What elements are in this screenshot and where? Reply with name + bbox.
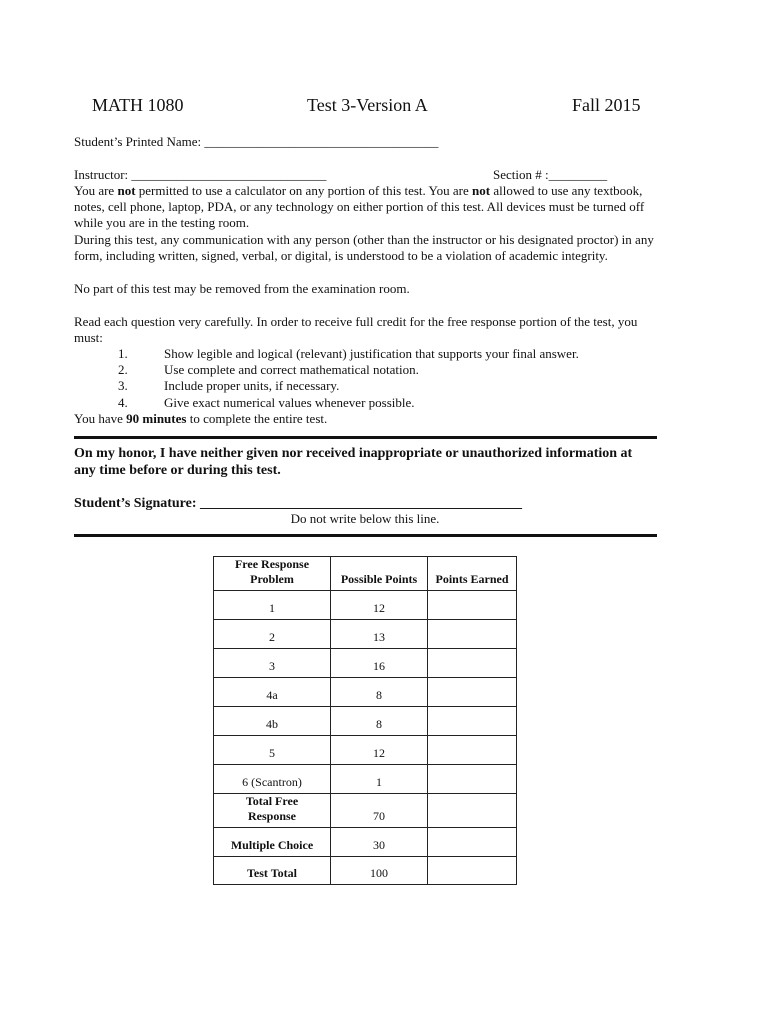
do-not-write-notice: Do not write below this line. bbox=[290, 511, 440, 526]
time-limit-prefix: You have bbox=[74, 411, 127, 426]
list-item-number: 1. bbox=[118, 346, 128, 361]
problem-cell: 2 bbox=[214, 620, 331, 649]
problem-cell: 4b bbox=[214, 707, 331, 736]
table-row bbox=[214, 620, 517, 649]
time-limit-minutes: 90 minutes bbox=[126, 411, 187, 426]
multiple-choice-points: 30 bbox=[331, 828, 428, 857]
table-row bbox=[214, 707, 517, 736]
header-problem-line1: Free Response bbox=[234, 557, 310, 571]
table-row bbox=[214, 678, 517, 707]
problem-cell: 1 bbox=[214, 591, 331, 620]
table-row bbox=[214, 649, 517, 678]
not-emphasis: not bbox=[117, 183, 136, 198]
possible-points-cell: 13 bbox=[331, 620, 428, 649]
possible-points-cell: 8 bbox=[331, 707, 428, 736]
score-table bbox=[213, 556, 517, 885]
list-item-text: Use complete and correct mathematical notation. bbox=[164, 362, 419, 378]
list-item bbox=[0, 395, 770, 411]
removal-rule: No part of this test may be removed from the examination room. bbox=[74, 281, 410, 296]
possible-points-cell: 12 bbox=[331, 736, 428, 765]
table-row bbox=[214, 736, 517, 765]
communication-rule: During this test, any communication with any person (other than the instructor or his designated proctor) in any form, including written, signed, verbal, or digital, is understood to be a violation of academic integrity. bbox=[74, 232, 654, 264]
total-free-response-points: 70 bbox=[331, 794, 428, 828]
list-item bbox=[0, 378, 770, 394]
list-item bbox=[0, 362, 770, 378]
total-free-response-label bbox=[214, 794, 331, 828]
problem-cell: 3 bbox=[214, 649, 331, 678]
header-problem-line2: Problem bbox=[250, 572, 294, 586]
calculator-rule bbox=[74, 183, 656, 232]
points-earned-cell[interactable] bbox=[428, 857, 517, 885]
bottom-divider bbox=[74, 534, 657, 537]
possible-points-cell: 16 bbox=[331, 649, 428, 678]
total-free-response-row bbox=[214, 794, 517, 828]
instructions-intro: Read each question very carefully. In order to receive full credit for the free response portion of the test, you must: bbox=[74, 314, 638, 346]
table-row bbox=[214, 591, 517, 620]
list-item-number: 4. bbox=[118, 394, 128, 410]
section-line: Section # :_________ bbox=[493, 167, 608, 182]
points-earned-cell[interactable] bbox=[428, 707, 517, 736]
points-earned-cell[interactable] bbox=[428, 794, 517, 828]
multiple-choice-label: Multiple Choice bbox=[214, 828, 331, 857]
table-header-row bbox=[214, 557, 517, 591]
problem-cell: 5 bbox=[214, 736, 331, 765]
list-item-text: Show legible and logical (relevant) justification that supports your final answer. bbox=[164, 346, 579, 361]
time-limit bbox=[74, 411, 656, 427]
test-total-row bbox=[214, 857, 517, 885]
header-course: MATH 1080 bbox=[92, 95, 184, 115]
list-item-number: 2. bbox=[118, 362, 128, 378]
not-emphasis: not bbox=[472, 183, 491, 198]
points-earned-cell[interactable] bbox=[428, 736, 517, 765]
student-name-line: Student’s Printed Name: ____________________________________ bbox=[74, 134, 439, 149]
calculator-rule-mid: permitted to use a calculator on any portion of this test. You are bbox=[135, 183, 473, 198]
instructor-line: Instructor: ______________________________ bbox=[74, 167, 327, 182]
points-earned-cell[interactable] bbox=[428, 765, 517, 794]
multiple-choice-row bbox=[214, 828, 517, 857]
honor-statement: On my honor, I have neither given nor received inappropriate or unauthorized information at any time before or during this test. bbox=[74, 446, 633, 478]
points-earned-cell[interactable] bbox=[428, 678, 517, 707]
points-earned-cell[interactable] bbox=[428, 620, 517, 649]
points-earned-cell[interactable] bbox=[428, 828, 517, 857]
total-free-line1: Total Free bbox=[245, 794, 299, 808]
header-possible-points: Possible Points bbox=[331, 557, 428, 591]
header-term: Fall 2015 bbox=[572, 95, 641, 115]
header-problem bbox=[214, 557, 331, 591]
header-test-version: Test 3-Version A bbox=[307, 95, 428, 115]
table-row bbox=[214, 765, 517, 794]
points-earned-cell[interactable] bbox=[428, 591, 517, 620]
list-item-text: Include proper units, if necessary. bbox=[164, 378, 340, 394]
points-earned-cell[interactable] bbox=[428, 649, 517, 678]
signature-label: Student’s Signature: ______________________________________________ bbox=[74, 496, 523, 511]
possible-points-cell: 12 bbox=[331, 591, 428, 620]
problem-cell: 6 (Scantron) bbox=[214, 765, 331, 794]
total-free-line2: Response bbox=[247, 809, 296, 823]
problem-cell: 4a bbox=[214, 678, 331, 707]
possible-points-cell: 8 bbox=[331, 678, 428, 707]
header-points-earned: Points Earned bbox=[428, 557, 517, 591]
instructions-list bbox=[0, 346, 770, 411]
time-limit-suffix: to complete the entire test. bbox=[186, 411, 328, 426]
possible-points-cell: 1 bbox=[331, 765, 428, 794]
list-item bbox=[0, 346, 770, 362]
top-divider bbox=[74, 436, 657, 439]
signature-line bbox=[74, 495, 522, 512]
list-item-text: Give exact numerical values whenever possible. bbox=[164, 394, 415, 410]
list-item-number: 3. bbox=[118, 378, 128, 394]
test-total-label: Test Total bbox=[214, 857, 331, 885]
calculator-rule-prefix: You are bbox=[74, 183, 118, 198]
calculator-rule-suffix: allowed to use any textbook, notes, cell phone, laptop, PDA, or any technology on either portion of this test. All devices must be turned off while you are in the testing room. bbox=[74, 183, 645, 231]
test-total-points: 100 bbox=[331, 857, 428, 885]
